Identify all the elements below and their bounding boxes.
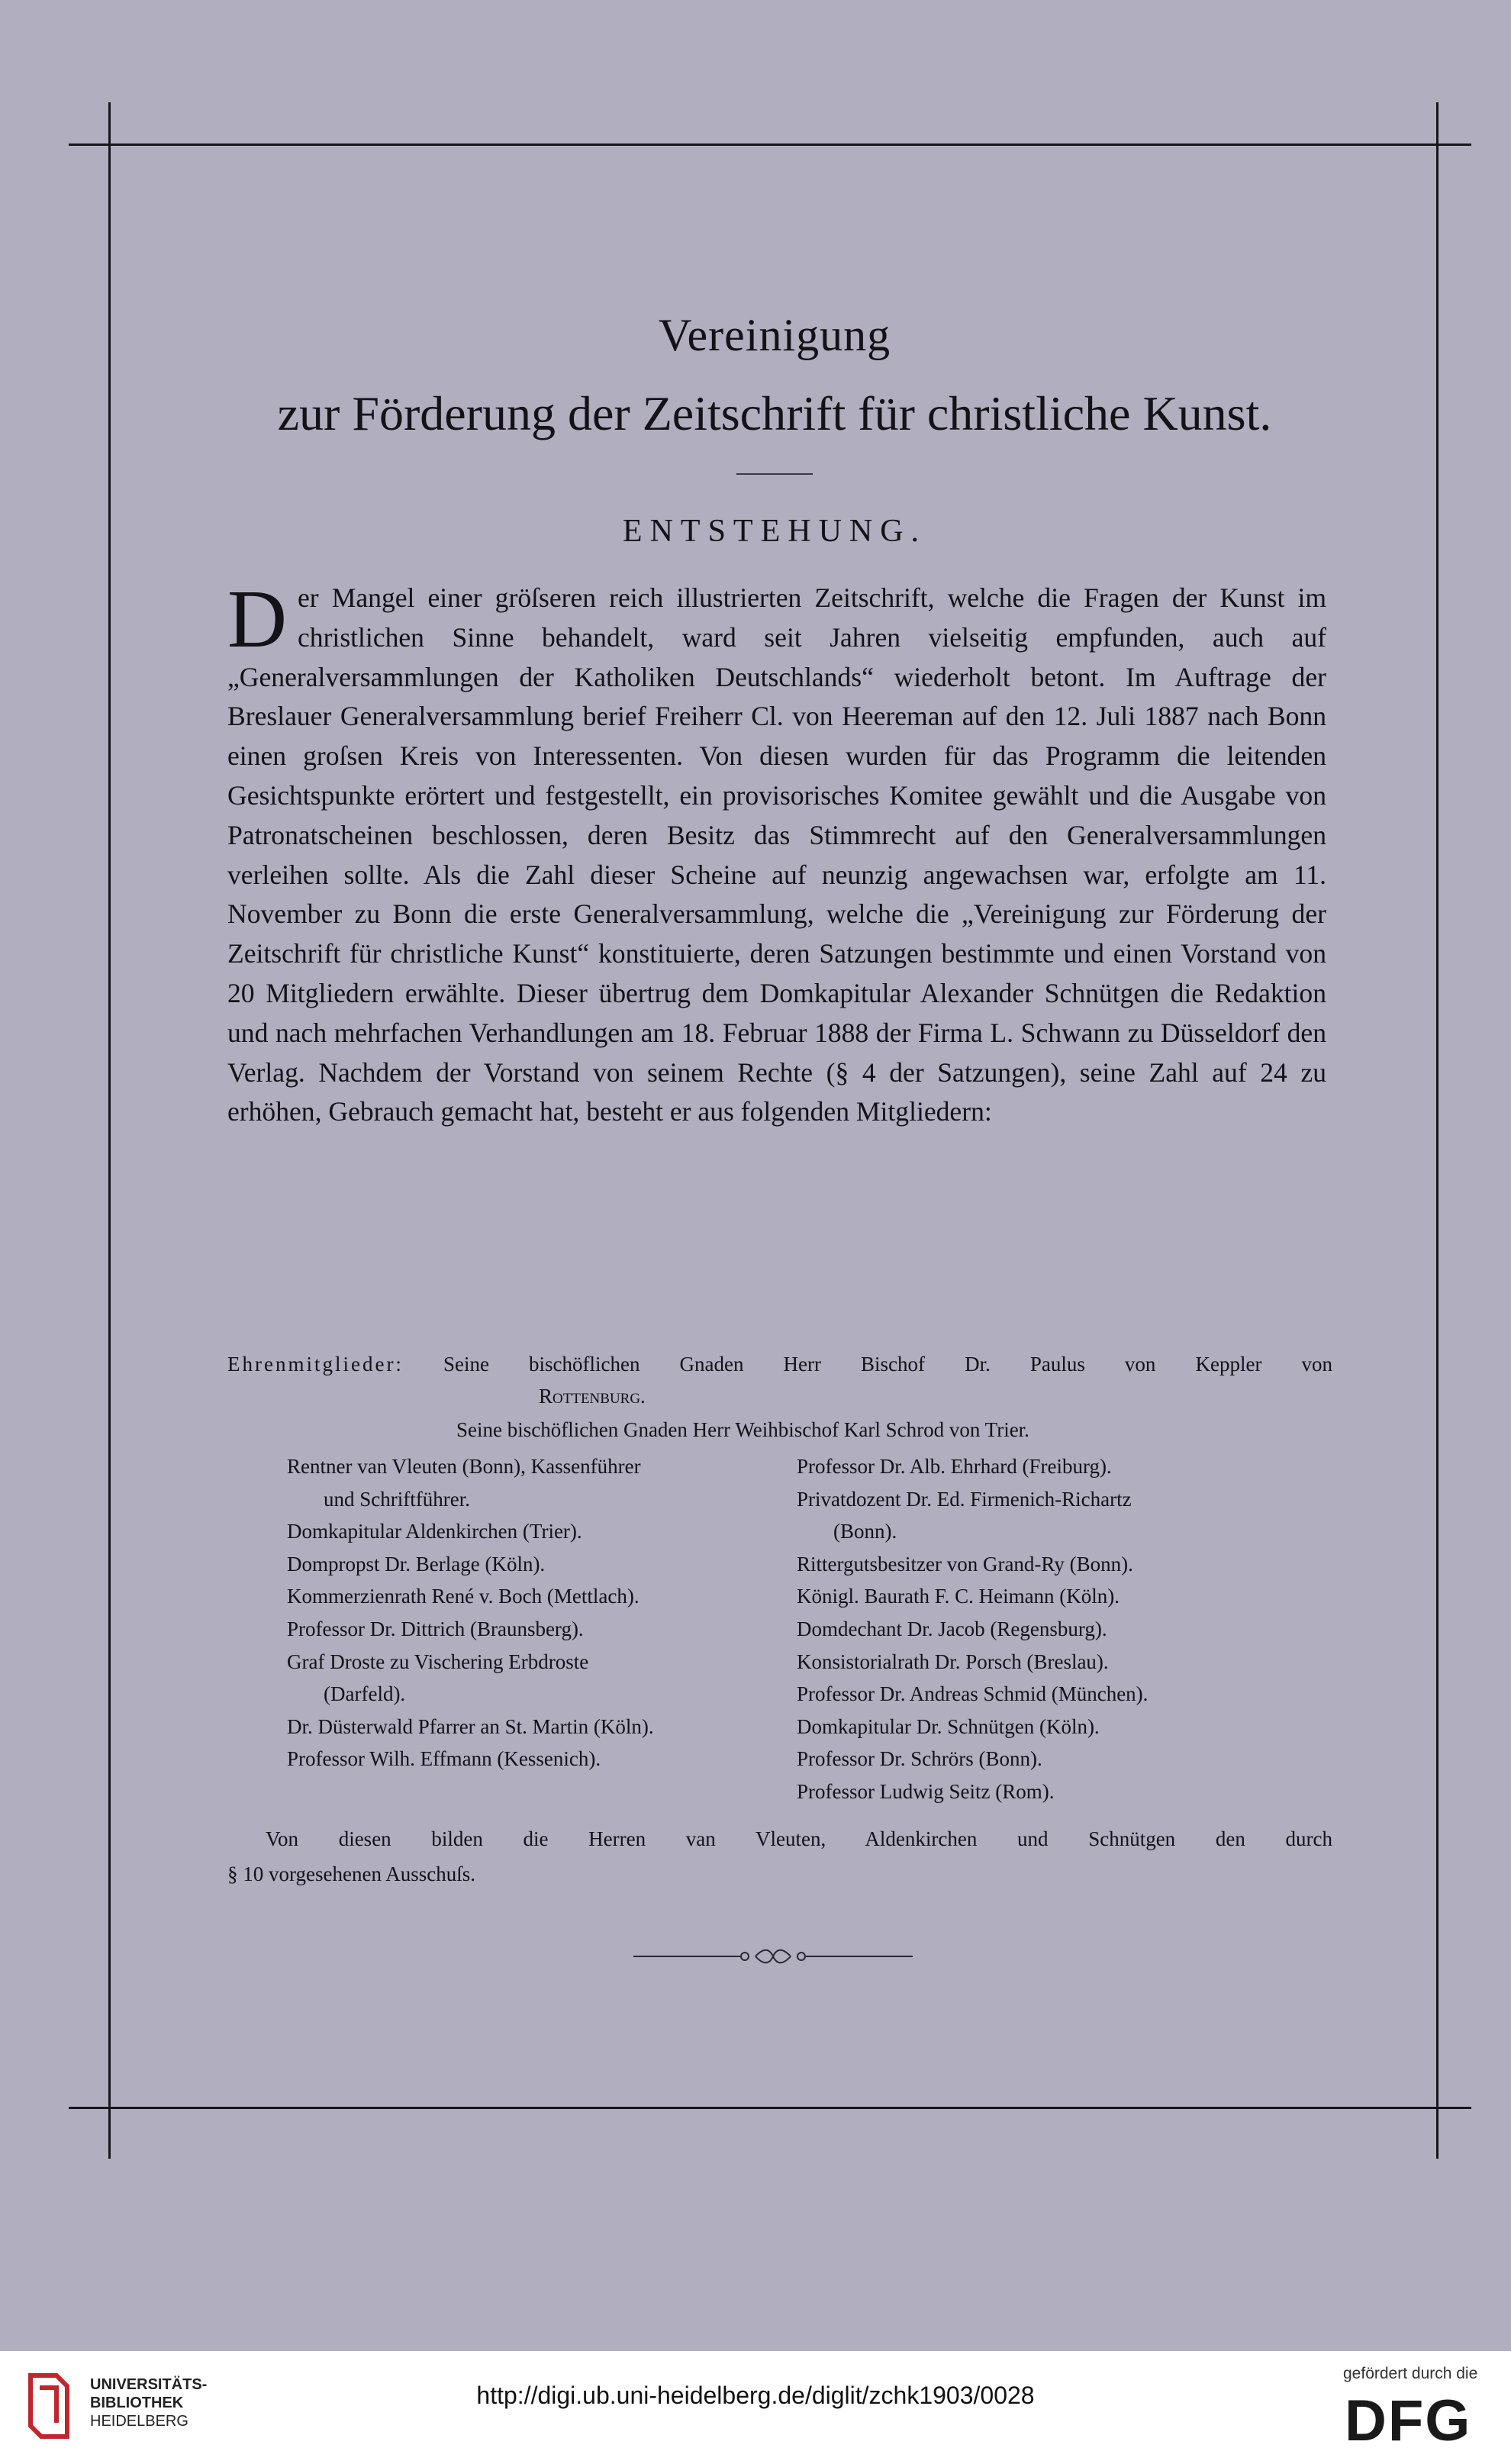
list-item: Dr. Düsterwald Pfarrer an St. Martin (Köln). — [287, 1714, 654, 1738]
list-item: Professor Dr. Alb. Ehrhard (Freiburg). — [797, 1455, 1112, 1478]
library-line-3: HEIDELBERG — [90, 2413, 188, 2430]
list-item: Professor Dr. Dittrich (Braunsberg). — [287, 1617, 584, 1640]
list-item: Privatdozent Dr. Ed. Firmenich-Richartz — [797, 1487, 1132, 1511]
list-item: Domdechant Dr. Jacob (Regensburg). — [797, 1617, 1107, 1640]
committee-note — [227, 1821, 1332, 1892]
list-item: Professor Ludwig Seitz (Rom). — [797, 1779, 1055, 1803]
honorary-member-2: Seine bischöflichen Gnaden Herr Weihbischof Karl Schrod von Trier. — [456, 1418, 1029, 1441]
list-item: Rentner van Vleuten (Bonn), Kassenführer — [287, 1455, 641, 1478]
list-item: und Schriftführer. — [324, 1487, 470, 1511]
list-item: Professor Wilh. Effmann (Kessenich). — [287, 1747, 601, 1771]
honorary-line-1 — [227, 1353, 1332, 1376]
list-item: Graf Droste zu Vischering Erbdroste — [287, 1650, 589, 1673]
library-line-1: UNIVERSITÄTS- — [90, 2376, 208, 2393]
list-item: Konsistorialrath Dr. Porsch (Breslau). — [797, 1650, 1109, 1673]
honorary-member-1: Seine bischöflichen Gnaden Herr Bischof Dr. Paulus von Keppler von — [443, 1353, 1332, 1376]
permalink-url[interactable]: http://digi.ub.uni-heidelberg.de/diglit/zchk1903/0028 — [476, 2382, 1035, 2409]
list-item: Domkapitular Dr. Schnütgen (Köln). — [797, 1714, 1100, 1738]
list-item: Kommerzienrath René v. Boch (Mettlach). — [287, 1585, 640, 1608]
frame-top-line — [69, 144, 1471, 146]
list-item: Professor Dr. Schrörs (Bonn). — [797, 1747, 1042, 1771]
list-item: Rittergutsbesitzer von Grand-Ry (Bonn). — [797, 1552, 1133, 1575]
members-right-column — [797, 1450, 1339, 1808]
title-line-2: zur Förderung der Zeitschrift für christliche Kunst. — [277, 386, 1272, 440]
main-paragraph — [227, 574, 1326, 1132]
drop-cap: D — [227, 574, 287, 665]
list-item: Professor Dr. Andreas Schmid (München). — [797, 1682, 1149, 1706]
library-line-2: BIBLIOTHEK — [90, 2395, 184, 2411]
list-item: (Darfeld). — [324, 1682, 406, 1706]
frame-bottom-line — [69, 2107, 1471, 2109]
list-item: (Bonn). — [833, 1520, 897, 1543]
committee-line-1: Von diesen bilden die Herren van Vleuten, Aldenkirchen und Schnütgen den durch — [266, 1827, 1332, 1850]
honorary-line-2: Rottenburg. — [539, 1385, 646, 1408]
list-item: Domkapitular Aldenkirchen (Trier). — [287, 1520, 582, 1543]
committee-line-2: § 10 vorgesehenen Ausschuſs. — [227, 1863, 475, 1885]
dfg-logo: DFG — [1345, 2388, 1472, 2453]
title-divider — [736, 473, 813, 475]
title-line-1: Vereinigung — [658, 310, 891, 360]
honorary-label: Ehrenmitglieder: — [227, 1353, 404, 1376]
members-left-column — [287, 1450, 775, 1775]
paragraph-text: er Mangel einer gröſseren reich illustrierten Zeitschrift, welche die Fragen der Kunst im christlichen Sinne behandelt, ward seit Jahren vielseitig empfunden, auch auf „Generalversammlungen der Katholiken Deutschlands“ wiederholt betont. Im Auftrage der Breslauer Generalversammlung berief Freiherr Cl. von Heereman auf den 12. Juli 1887 nach Bonn einen groſsen Kreis von Interessenten. Von diesen wurden für das Programm die leitenden Gesichtspunkte erörtert und festgestellt, ein provisorisches Komitee gewählt und die Ausgabe von Patronatscheinen beschlossen, deren Besitz das Stimmrecht auf den Generalversammlungen verleihen sollte. Als die Zahl dieser Scheine auf neunzig angewachsen war, erfolgte am 11. November zu Bonn die erste Generalversammlung, welche die „Vereinigung zur Förderung der Zeitschrift für christliche Kunst“ konstituierte, deren Satzungen bestimmte und einen Vorstand von 20 Mitgliedern erwählte. Dieser übertrug dem Domkapitular Alexander Schnütgen die Redaktion und nach mehrfachen Verhandlungen am 18. Februar 1888 der Firma L. Schwann zu Düsseldorf den Verlag. Nachdem der Vorstand von seinem Rechte (§ 4 der Satzungen), seine Zahl auf 24 zu erhöhen, Gebrauch gemacht hat, besteht er aus folgenden Mitgliedern: — [227, 582, 1326, 1127]
list-item: Königl. Baurath F. C. Heimann (Köln). — [797, 1585, 1120, 1608]
section-heading: ENTSTEHUNG. — [622, 514, 927, 549]
ornament-divider — [633, 1945, 913, 1968]
list-item: Dompropst Dr. Berlage (Köln). — [287, 1552, 546, 1575]
funded-by-label: gefördert durch die — [1343, 2365, 1478, 2382]
